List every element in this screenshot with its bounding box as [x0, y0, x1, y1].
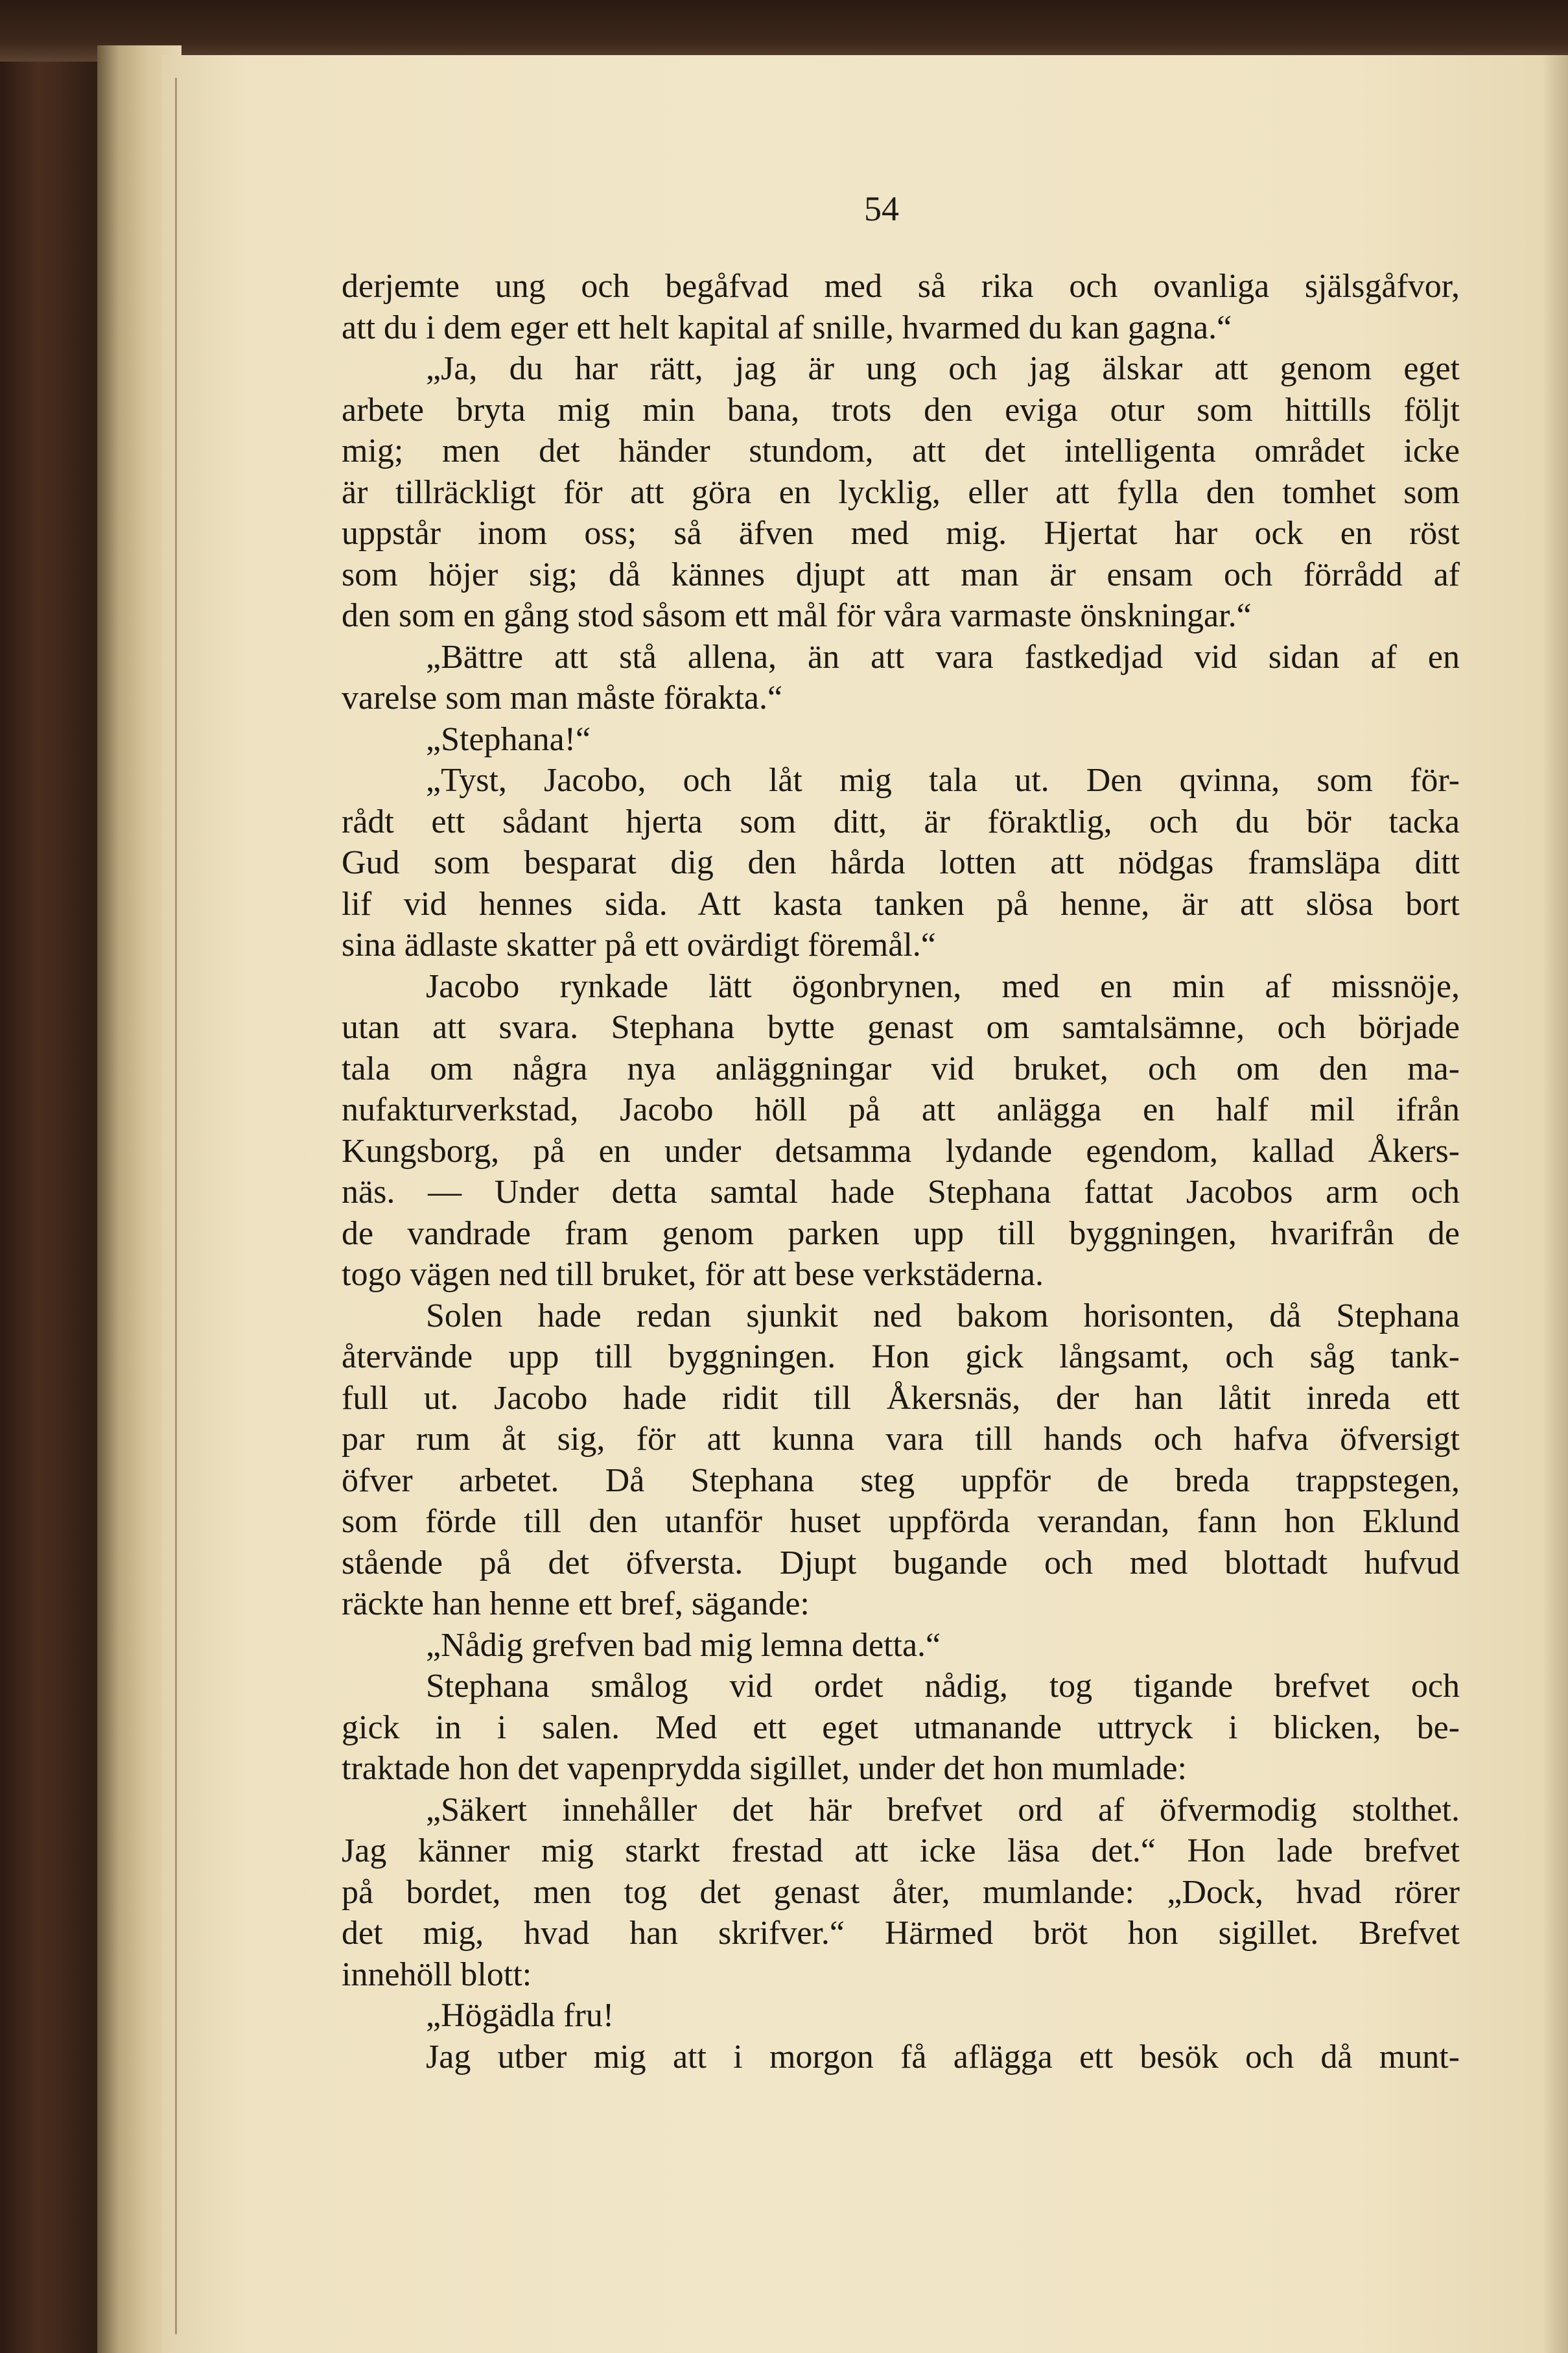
text-line: öfver arbetet. Då Stephana steg uppför de breda trappstegen,	[342, 1461, 1460, 1499]
text-line: sina ädlaste skatter på ett ovärdigt föremål.“	[342, 927, 936, 964]
text-line: „Högädla fru!	[426, 1997, 614, 2034]
text-line: som höjer sig; då kännes djupt att man är ensam och förrådd af	[342, 556, 1460, 593]
text-line: utan att svara. Stephana bytte genast om samtalsämne, och började	[342, 1009, 1460, 1046]
text-line: att du i dem eger ett helt kapital af snille, hvarmed du kan gagna.“	[342, 309, 1232, 346]
text-line: gick in i salen. Med ett eget utmanande uttryck i blicken, be-	[342, 1709, 1460, 1746]
text-line: varelse som man måste förakta.“	[342, 680, 783, 716]
text-line: nufakturverkstad, Jacobo höll på att anlägga en half mil ifrån	[342, 1091, 1460, 1128]
text-line: Jag känner mig starkt frestad att icke läsa det.“ Hon lade brefvet	[342, 1832, 1460, 1869]
text-line: räckte han henne ett bref, sägande:	[342, 1585, 810, 1622]
text-line: de vandrade fram genom parken upp till byggningen, hvarifrån de	[342, 1214, 1460, 1252]
text-line: mig; men det händer stundom, att det intelligenta området icke	[342, 432, 1460, 469]
text-line: par rum åt sig, för att kunna vara till hands och hafva öfversigt	[342, 1421, 1460, 1458]
body-text	[342, 266, 1460, 2077]
text-line: tala om några nya anläggningar vid bruket, och om den ma-	[342, 1050, 1460, 1087]
text-line: „Nådig grefven bad mig lemna detta.“	[426, 1626, 941, 1664]
text-line: „Säkert innehåller det här brefvet ord af öfvermodig stolthet.	[426, 1791, 1460, 1828]
page-edge-line	[175, 78, 177, 2334]
text-line: full ut. Jacobo hade ridit till Åkersnäs, der han låtit inreda ett	[342, 1379, 1460, 1417]
text-line: återvände upp till byggningen. Hon gick långsamt, och såg tank-	[342, 1338, 1460, 1375]
text-line: lif vid hennes sida. Att kasta tanken på henne, är att slösa bort	[342, 885, 1460, 923]
text-line: det mig, hvad han skrifver.“ Härmed bröt hon sigillet. Brefvet	[342, 1915, 1460, 1952]
text-line: arbete bryta mig min bana, trots den eviga otur som hittills följt	[342, 391, 1460, 429]
text-line: „Stephana!“	[426, 720, 591, 758]
text-line: Solen hade redan sjunkit ned bakom horisonten, då Stephana	[426, 1297, 1460, 1334]
text-line: den som en gång stod såsom ett mål för våra varmaste önskningar.“	[342, 597, 1252, 634]
text-line: stående på det öfversta. Djupt bugande och med blottadt hufvud	[342, 1544, 1460, 1581]
text-line: Jag utber mig att i morgon få aflägga ett besök och då munt-	[426, 2038, 1460, 2075]
book-cover-top-edge	[0, 0, 1568, 62]
page-right-shadow	[1542, 55, 1568, 2353]
text-line: rådt ett sådant hjerta som ditt, är föraktlig, och du bör tacka	[342, 803, 1460, 840]
text-line: „Ja, du har rätt, jag är ung och jag älskar att genom eget	[426, 350, 1460, 387]
text-line: Gud som besparat dig den hårda lotten att nödgas framsläpa ditt	[342, 844, 1460, 881]
page-number: 54	[864, 189, 899, 228]
text-line: Stephana smålog vid ordet nådig, tog tigande brefvet och	[426, 1668, 1460, 1705]
text-line: „Tyst, Jacobo, och låt mig tala ut. Den qvinna, som för-	[426, 762, 1460, 799]
text-line: uppstår inom oss; så äfven med mig. Hjertat har ock en röst	[342, 515, 1460, 552]
text-line: är tillräckligt för att göra en lycklig, eller att fylla den tomhet som	[342, 473, 1460, 511]
text-line: Jacobo rynkade lätt ögonbrynen, med en min af missnöje,	[426, 967, 1460, 1005]
text-line: på bordet, men tog det genast åter, mumlande: „Dock, hvad rörer	[342, 1873, 1460, 1911]
text-line: derjemte ung och begåfvad med så rika och ovanliga själsgåfvor,	[342, 268, 1460, 305]
text-line: Kungsborg, på en under detsamma lydande egendom, kallad Åkers-	[342, 1132, 1460, 1170]
text-line: näs. — Under detta samtal hade Stephana fattat Jacobos arm och	[342, 1174, 1460, 1211]
text-line: som förde till den utanför huset uppförda verandan, fann hon Eklund	[342, 1503, 1460, 1540]
text-line: „Bättre att stå allena, än att vara fastkedjad vid sidan af en	[426, 638, 1460, 676]
text-line: togo vägen ned till bruket, för att bese verkstäderna.	[342, 1256, 1044, 1293]
text-line: traktade hon det vapenprydda sigillet, under det hon mumlade:	[342, 1750, 1187, 1787]
text-line: innehöll blott:	[342, 1956, 532, 1993]
